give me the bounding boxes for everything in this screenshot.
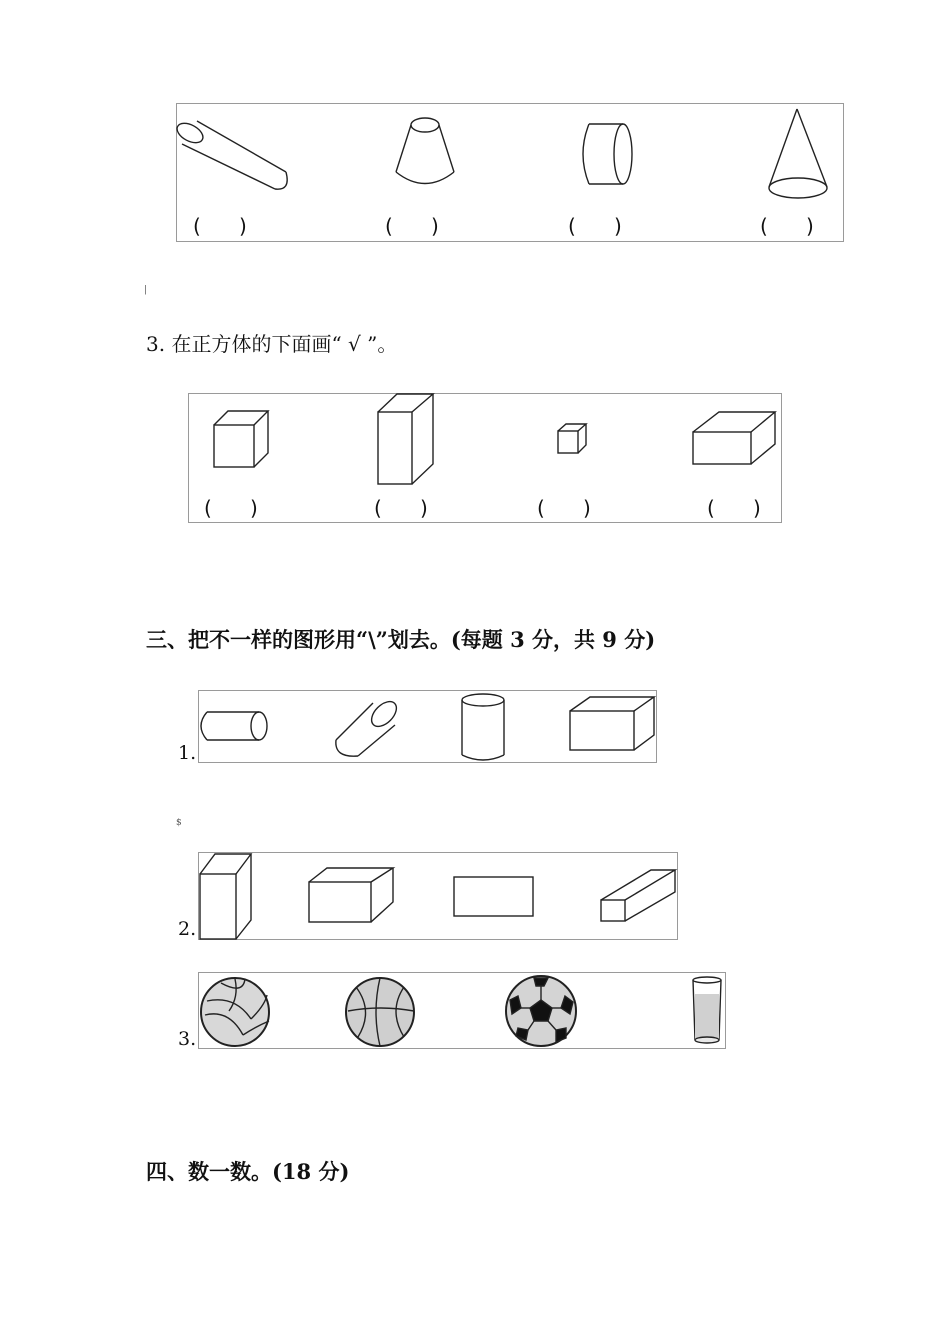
- answer-paren[interactable]: ( ): [537, 496, 591, 520]
- row-frame-3: [198, 972, 726, 1049]
- long-prism-icon: [689, 408, 784, 473]
- answer-paren[interactable]: ( ): [707, 496, 761, 520]
- cylinder-icon[interactable]: [197, 708, 277, 748]
- row-number: 1.: [178, 742, 197, 764]
- tall-prism-icon: [373, 390, 443, 490]
- volleyball-icon[interactable]: [199, 975, 274, 1050]
- section-4-heading: 四、数一数。(18 分): [146, 1159, 350, 1184]
- cylinder-icon: [176, 115, 296, 195]
- answer-paren[interactable]: ( ): [385, 214, 439, 238]
- small-cube-icon: [556, 421, 596, 461]
- answer-paren[interactable]: ( ): [193, 214, 247, 238]
- stray-mark: |: [144, 285, 148, 295]
- rectangular-prism-icon[interactable]: [597, 866, 682, 926]
- cube-icon: [210, 405, 280, 475]
- rectangular-prism-icon[interactable]: [566, 695, 661, 755]
- cylinder-icon[interactable]: [330, 696, 405, 761]
- row-number: 3.: [178, 1028, 197, 1050]
- answer-paren[interactable]: ( ): [204, 496, 258, 520]
- cone-icon: [763, 107, 833, 202]
- cylinder-icon: [575, 120, 645, 190]
- answer-paren[interactable]: ( ): [760, 214, 814, 238]
- row-number: 2.: [178, 918, 197, 940]
- rectangle-icon[interactable]: [452, 875, 537, 920]
- frustum-icon: [392, 115, 462, 190]
- question-3-text: 3. 在正方体的下面画“ √ ”。: [146, 332, 398, 356]
- glass-icon[interactable]: [688, 974, 728, 1049]
- answer-paren[interactable]: ( ): [374, 496, 428, 520]
- basketball-icon[interactable]: [344, 975, 419, 1050]
- answer-paren[interactable]: ( ): [568, 214, 622, 238]
- stray-mark: $: [176, 818, 182, 828]
- section-3-heading: 三、把不一样的图形用“\”划去。(每题 3 分，共 9 分): [146, 627, 656, 652]
- soccer-ball-icon[interactable]: [504, 972, 579, 1050]
- cylinder-icon[interactable]: [458, 691, 508, 766]
- rectangular-prism-icon[interactable]: [305, 866, 400, 926]
- rectangular-prism-icon[interactable]: [197, 850, 257, 945]
